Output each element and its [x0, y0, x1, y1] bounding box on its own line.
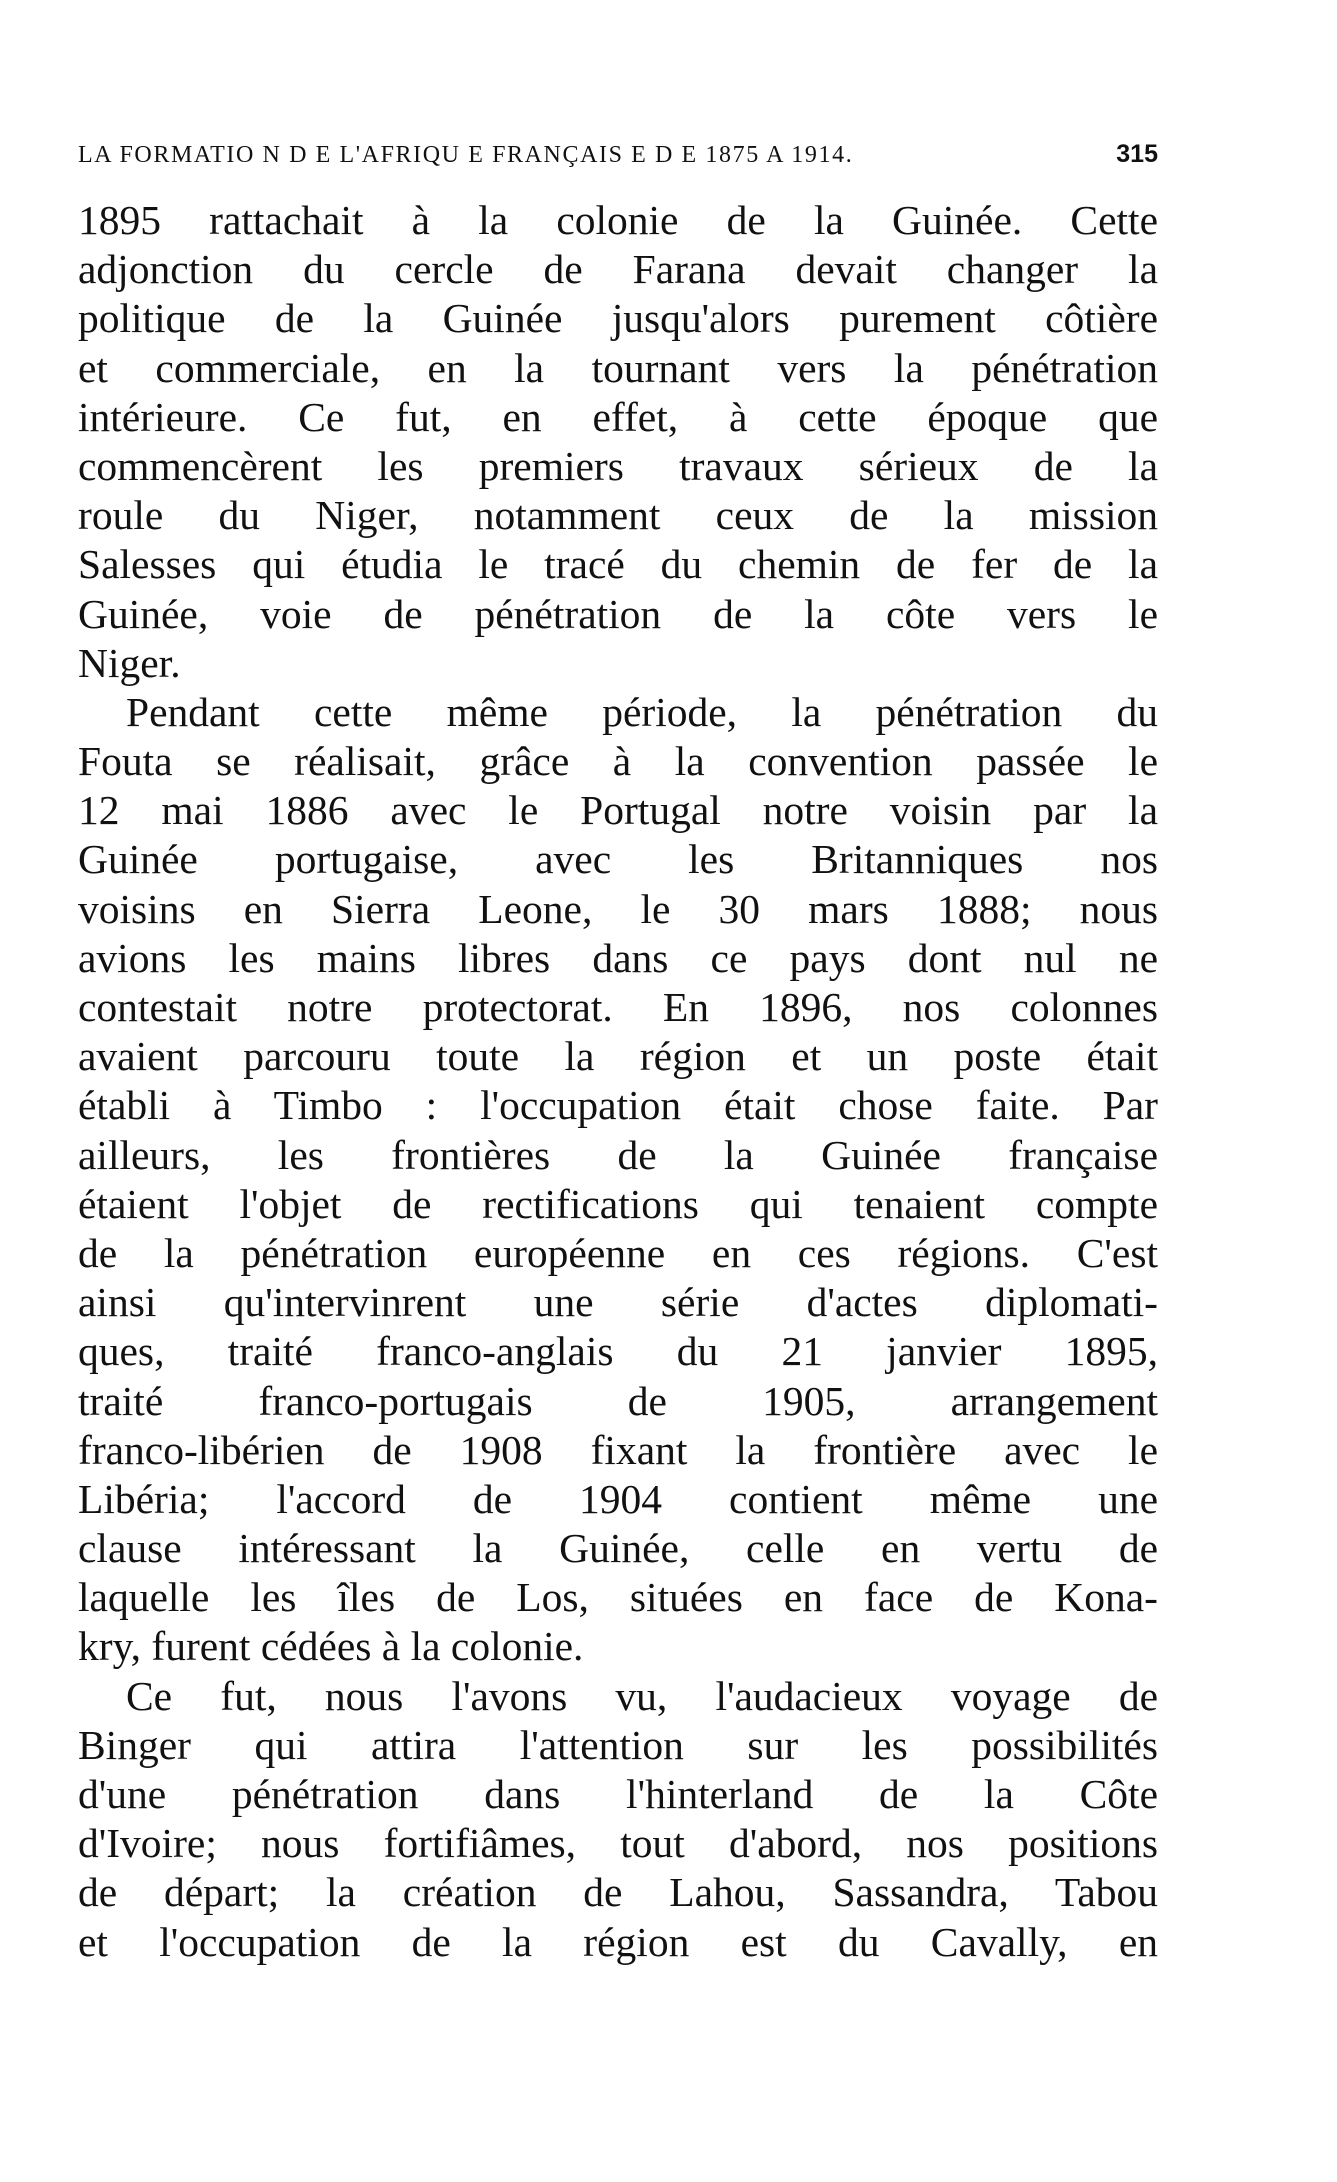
- text-line: Binger qui attira l'attention sur les possibilités: [78, 1721, 1158, 1768]
- document-page: [78, 140, 1158, 1967]
- paragraph: [78, 196, 1158, 688]
- running-head: [78, 140, 1158, 188]
- paragraph: [78, 1672, 1158, 1967]
- text-line: Ce fut, nous l'avons vu, l'audacieux voyage de: [126, 1672, 1158, 1719]
- text-line: ques, traité franco-anglais du 21 janvier 1895,: [78, 1328, 1158, 1375]
- text-line: Fouta se réalisait, grâce à la convention passée le: [78, 738, 1158, 785]
- text-line: intérieure. Ce fut, en effet, à cette époque que: [78, 393, 1158, 440]
- text-line: d'une pénétration dans l'hinterland de la Côte: [78, 1771, 1158, 1817]
- text-line: établi à Timbo : l'occupation était chose faite. Par: [78, 1082, 1158, 1129]
- text-line: d'Ivoire; nous fortifiâmes, tout d'abord, nos positions: [78, 1820, 1158, 1867]
- text-line: Guinée portugaise, avec les Britanniques nos: [78, 836, 1158, 883]
- text-line: ailleurs, les frontières de la Guinée française: [78, 1131, 1158, 1178]
- text-line: voisins en Sierra Leone, le 30 mars 1888; nous: [78, 885, 1158, 932]
- text-line: ainsi qu'intervinrent une série d'actes diplomati-: [78, 1279, 1158, 1326]
- text-line: 1895 rattachait à la colonie de la Guinée. Cette: [78, 197, 1158, 243]
- text-line: avaient parcouru toute la région et un poste était: [78, 1033, 1158, 1080]
- paragraph: [78, 688, 1158, 1672]
- text-line: 12 mai 1886 avec le Portugal notre voisin par la: [78, 787, 1158, 834]
- text-line: commencèrent les premiers travaux sérieux de la: [78, 442, 1158, 489]
- text-line: Libéria; l'accord de 1904 contient même une: [78, 1475, 1158, 1522]
- text-line: clause intéressant la Guinée, celle en vertu de: [78, 1525, 1158, 1572]
- text-line: Salesses qui étudia le tracé du chemin de fer de la: [78, 541, 1158, 588]
- text-line: de la pénétration européenne en ces régions. C'est: [78, 1229, 1158, 1276]
- text-line: adjonction du cercle de Farana devait changer la: [78, 246, 1158, 293]
- body-text: [78, 196, 1158, 1967]
- text-line: Pendant cette même période, la pénétration du: [126, 688, 1158, 735]
- text-line: étaient l'objet de rectifications qui tenaient compte: [78, 1180, 1158, 1227]
- text-line: franco-libérien de 1908 fixant la frontière avec le: [78, 1426, 1158, 1473]
- text-line: Niger.: [78, 639, 181, 686]
- text-line: avions les mains libres dans ce pays dont nul ne: [78, 934, 1158, 981]
- text-line: contestait notre protectorat. En 1896, nos colonnes: [78, 984, 1158, 1030]
- text-line: de départ; la création de Lahou, Sassandra, Tabou: [78, 1869, 1158, 1916]
- text-line: kry, furent cédées à la colonie.: [78, 1623, 584, 1670]
- text-line: Guinée, voie de pénétration de la côte vers le: [78, 590, 1158, 637]
- text-line: et l'occupation de la région est du Cavally, en: [78, 1918, 1158, 1965]
- text-line: politique de la Guinée jusqu'alors purement côtière: [78, 295, 1158, 342]
- text-line: laquelle les îles de Los, situées en face de Kona-: [78, 1574, 1158, 1621]
- running-head-title: LA FORMATIO N D E L'AFRIQU E FRANÇAIS E D E 1875 A 1914.: [78, 142, 854, 168]
- page-number: 315: [1116, 140, 1158, 168]
- text-line: roule du Niger, notamment ceux de la mission: [78, 492, 1158, 539]
- text-line: traité franco-portugais de 1905, arrangement: [78, 1377, 1158, 1424]
- text-line: et commerciale, en la tournant vers la pénétration: [78, 344, 1158, 391]
